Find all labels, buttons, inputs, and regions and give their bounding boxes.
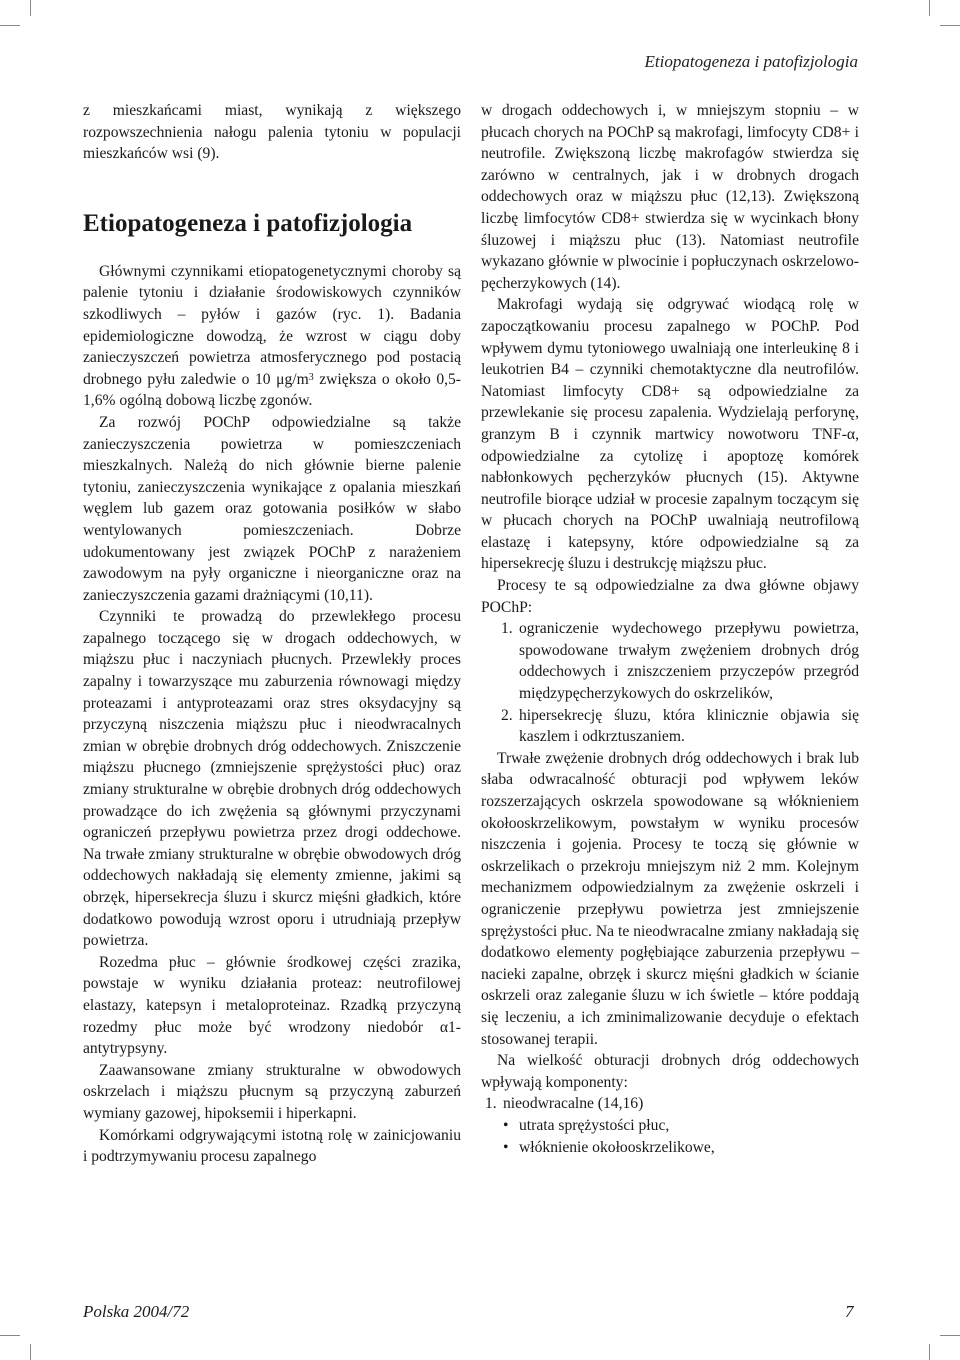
- paragraph: Na wielkość obturacji drobnych dróg oddechowych wpływają komponenty:: [481, 1052, 859, 1091]
- list-item: [481, 618, 859, 704]
- paragraph: Czynniki te prowadzą do przewlekłego procesu zapalnego toczącego się w drogach oddechowych, w miąższu płuc i naczyniach płucnych. Przewlekły proces zapalny i towarzyszące mu zaburzenia równowagi między proteazami i antyproteazami oraz stres oksydacyjny są przyczyną niszczenia miąższu płuc i nieodwracalnych zmian w obrębie drobnych dróg oddechowych. Zniszczenie miąższu płucnego (zmniejszenie sprężystości płuc) oraz zmiany strukturalne w obrębie drobnych dróg oddechowych prowadzące do ich zwężenia są głównymi przyczynami ograniczeń przepływu powietrza przez drogi oddechowe. Na trwałe zmiany strukturalne w obrębie obwodowych dróg oddechowych nakładają się elementy zmienne, jakimi są obrzęk, hipersekrecja śluzu i skurcz mięśni gładkich, które dodatkowo powodują wzrost oporu i utrudniają przepływ powietrza.: [83, 608, 461, 950]
- paragraph: w drogach oddechowych i, w mniejszym stopniu – w płucach chorych na POChP są makrofagi, limfocyty CD8+ i neutrofile. Zwiększoną liczbę makrofagów stwierdza się zarówno w centralnych, jak i w drobnych drogach oddechowych oraz w miąższu płuc (12,13). Zwiększoną liczbę limfocytów CD8+ stwierdza się w wycinkach błony śluzowej i miąższu płuc (13). Natomiast neutrofile wykazano głównie w plwocinie i popłuczynach oskrzelowo-pęcherzykowych (14).: [481, 102, 859, 292]
- crop-mark: [929, 0, 930, 16]
- paragraph-text: zwiększa o około 0,5-1,6% ogólną dobową liczbę zgonów.: [83, 370, 462, 410]
- bullet-icon: •: [503, 1138, 509, 1156]
- bullet-list: [481, 1115, 859, 1158]
- bullet-text: utrata sprężystości płuc,: [519, 1116, 670, 1134]
- page-number: 7: [845, 1302, 854, 1321]
- paragraph: Makrofagi wydają się odgrywać wiodącą rolę w zapoczątkowaniu procesu zapalnego w POChP. Pod wpływem dymu tytoniowego uwalniają one interleukinę 8 i leukotrien B4 – czynniki chemotaktyczne dla neutrofilów. Natomiast limfocyty CD8+ są odpowiedzialne za przewlekanie się procesu zapalenia. Wydzielają perforynę, granzym B i czynnik martwicy nowotworu TNF-α, odpowiedzialne za cytolizę i apoptozę komórek nabłonkowych pęcherzyków płucnych (15). Aktywne neutrofile biorące udział w procesie zapalnym toczącym się w płucach chorych na POChP uwalniają neutrofilową elastazę i katepsyny, które odpowiedzialne są za hipersekrecję śluzu i destrukcję miąższu płuc.: [481, 296, 859, 573]
- crop-mark: [929, 1344, 930, 1360]
- list-item-text: nieodwracalne (14,16): [503, 1095, 644, 1113]
- crop-mark: [0, 25, 20, 26]
- right-column: [481, 100, 859, 1158]
- list-number: 1.: [501, 620, 513, 638]
- crop-mark: [940, 1335, 960, 1336]
- intro-paragraph: z mieszkańcami miast, wynikają z większego rozpowszechnienia nałogu palenia tytoniu w populacji mieszkańców wsi (9).: [83, 102, 461, 163]
- paragraph: Trwałe zwężenie drobnych dróg oddechowych i brak lub słaba odwracalność obturacji pod wpływem leków rozszerzających oskrzela spowodowane są włóknieniem okołooskrzelikowym, powstałym w wyniku procesów niszczenia i gojenia. Procesy te toczą się głównie w oskrzelikach o przekroju mniejszym niż 2 mm. Kolejnym mechanizmem odpowiedzialnym za zwężenie oskrzeli i ograniczenie przepływu powietrza jest zmniejszenie sprężystości płuc. Na te nieodwracalne zmiany nakładają się dodatkowo elementy pogłębiające zaburzenia przepływu – nacieki zapalne, obrzęk i skurcz mięśni gładkich w ścianie oskrzeli oraz zaleganie śluzu w ich świetle – które poddają się leczeniu, a ich zminimalizowanie decyduje o efektach stosowanej terapii.: [481, 749, 859, 1048]
- running-head: Etiopatogeneza i patofizjologia: [644, 52, 858, 71]
- list-item-text: hipersekrecję śluzu, która klinicznie objawia się kaszlem i odkrztuszaniem.: [519, 706, 859, 746]
- crop-mark: [30, 1344, 31, 1360]
- paragraph: Zaawansowane zmiany strukturalne w obwodowych oskrzelach i miąższu płucnym są przyczyną zaburzeń wymiany gazowej, hipoksemii i hiperkapni.: [83, 1061, 461, 1122]
- paragraph: Za rozwój POChP odpowiedzialne są także zanieczyszczenia powietrza w pomieszczeniach mieszkalnych. Należą do nich głównie bierne palenie tytoniu, zanieczyszczenia wynikające z opalania mieszkań węglem lub gazem oraz gotowania posiłków w słabo wentylowanych pomieszczeniach. Dobrze udokumentowany jest związek POChP z narażeniem zawodowym na pyły organiczne i nieorganiczne oraz na zanieczyszczenia gazami drażniącymi (10,11).: [83, 413, 461, 604]
- numbered-list: [465, 1093, 859, 1115]
- crop-mark: [0, 1335, 20, 1336]
- crop-mark: [30, 0, 31, 16]
- bullet-item: [481, 1115, 859, 1137]
- paragraph: Komórkami odgrywającymi istotną rolę w zainicjowaniu i podtrzymywaniu procesu zapalnego: [83, 1126, 461, 1166]
- list-item: [481, 705, 859, 748]
- paragraph: Rozedma płuc – głównie środkowej części zrazika, powstaje w wyniku działania proteaz: neutrofilowej elastazy, katepsyn i metaloproteinaz. Rzadką przyczyną rozedmy płuc może być wrodzony niedobór α1- antytrypsyny.: [83, 953, 461, 1058]
- bullet-item: [481, 1137, 859, 1159]
- list-item: [465, 1093, 859, 1115]
- crop-mark: [940, 25, 960, 26]
- footer-journal: Polska 2004/72: [83, 1302, 190, 1321]
- paragraph-text: Głównymi czynnikami etiopatogenetycznymi choroby są palenie tytoniu i działanie środowiskowych czynników szkodliwych – pyłów i gazów (ryc. 1). Badania epidemiologiczne dowodzą, że wzrost w ciągu doby zanieczyszczeń powietrza atmosferycznego pod postacią drobnego pyłu zaledwie o 10 μg/m: [83, 262, 461, 388]
- bullet-icon: •: [503, 1116, 509, 1134]
- paragraph: Procesy te są odpowiedzialne za dwa główne objawy POChP:: [481, 577, 859, 616]
- list-item-text: ograniczenie wydechowego przepływu powietrza, spowodowane trwałym zwężeniem drobnych dróg oddechowych i zniszczeniem przyczepów przegród międzypęcherzykowych do oskrzelików,: [519, 620, 859, 703]
- numbered-list: [481, 618, 859, 748]
- left-column: [83, 100, 461, 1168]
- bullet-text: włóknienie okołooskrzelikowe,: [519, 1138, 715, 1156]
- section-heading: Etiopatogeneza i patofizjologia: [83, 209, 413, 237]
- list-number: 1.: [485, 1095, 497, 1113]
- superscript: 3: [308, 371, 314, 383]
- paragraph: [83, 261, 461, 412]
- list-number: 2.: [501, 706, 513, 724]
